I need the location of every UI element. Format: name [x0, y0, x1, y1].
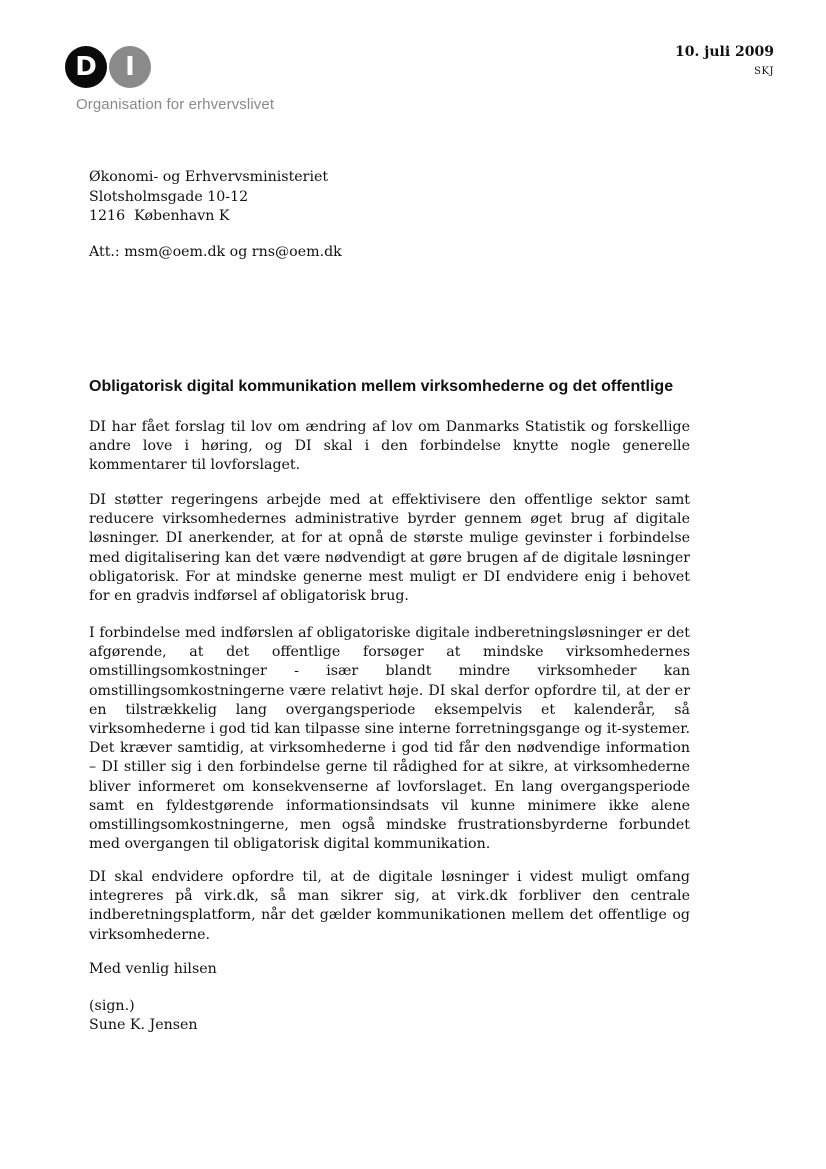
- letter-date: 10. juli 2009: [675, 44, 774, 60]
- signer-name: Sune K. Jensen: [89, 1017, 198, 1033]
- logo-letter-d: D: [75, 52, 97, 82]
- body-paragraph: DI har fået forslag til lov om ændring af lov om Danmarks Statistik og forskellige andre love i høring, og DI skal i den forbindelse knytte nogle generelle kommentarer til lovforslaget.: [89, 419, 690, 474]
- closing-phrase: Med venlig hilsen: [89, 961, 217, 977]
- recipient-line: Slotsholmsgade 10-12: [89, 188, 249, 205]
- recipient-address: [89, 168, 328, 227]
- recipient-line: Økonomi- og Erhvervsministeriet: [89, 169, 329, 185]
- body-paragraph: DI støtter regeringens arbejde med at effektivisere den offentlige sektor samt reducere virksomhedernes administrative byrder gennem øget brug af digitale løsninger. DI anerkender, at for at opnå de største mulige gevinster i forbindelse med digitalisering kan det være nødvendigt at gøre brugen af de digitale løsninger obligatorisk. For at mindske generne mest muligt er DI endvidere enig i behovet for en gradvis indførsel af obligatorisk brug.: [89, 492, 690, 605]
- body-paragraph: I forbindelse med indførslen af obligatoriske digitale indberetningsløsninger er det afgørende, at det offentlige forsøger at mindske virksomhedernes omstillingsomkostninger - især blandt mindre virksomheder kan omstillingsomkostningerne være relativt høje. DI skal derfor opfordre til, at der er en tilstrækkelig lang overgangsperiode eksempelvis et kalenderår, så virksomhederne i god tid kan tilpasse sine interne forretningsgange og it-systemer. Det kræver samtidig, at virksomhederne i god tid får den nødvendige information – DI stiller sig i den forbindelse gerne til rådighed for at sikre, at virksomhederne bliver informeret om konsekvenserne af lovforslaget. En lang overgangsperiode samt en fyldestgørende informationsindsats vil kunne minimere ikke alene omstillingsomkostningerne, men også mindske frustrationsbyrderne forbundet med overgangen til obligatorisk digital kommunikation.: [89, 625, 690, 853]
- signature-note: (sign.): [89, 998, 135, 1014]
- logo-letter-i: I: [125, 52, 135, 82]
- sender-initials: SKJ: [754, 66, 774, 77]
- body-paragraph: DI skal endvidere opfordre til, at de digitale løsninger i videst muligt omfang integreres på virk.dk, så man sikrer sig, at virk.dk forbliver den centrale indberetningsplatform, når det gælder kommunikationen mellem det offentlige og virksomhederne.: [89, 869, 690, 943]
- recipient-line: 1216 København K: [89, 208, 230, 224]
- attention-line: Att.: msm@oem.dk og rns@oem.dk: [89, 244, 342, 260]
- letter-heading: Obligatorisk digital kommunikation mellem virksomhederne og det offentlige: [89, 378, 674, 395]
- organisation-tagline: Organisation for erhvervslivet: [76, 96, 275, 113]
- di-logo: [63, 44, 163, 90]
